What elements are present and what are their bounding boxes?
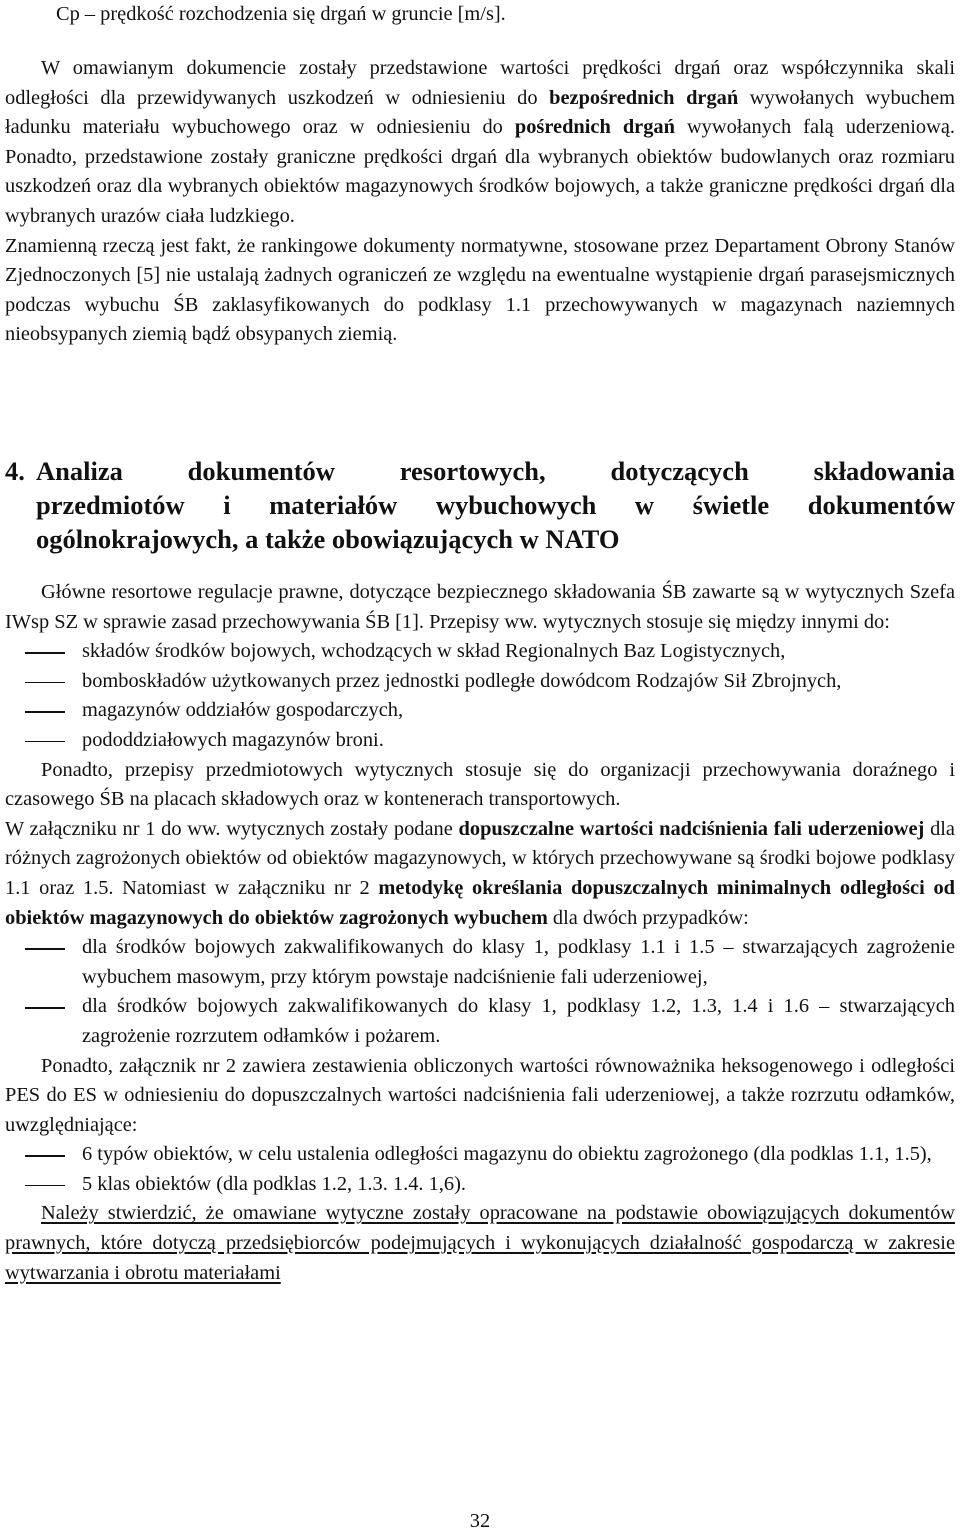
heading-number: 4. (5, 456, 25, 486)
list-item-text: bomboskładów użytkowanych przez jednostki podległe dowódcom Rodzajów Sił Zbrojnych, (82, 669, 842, 692)
text-run: wywołanych wybuchem ładunku materiału wybuchowego oraz w odniesieniu do (5, 86, 956, 139)
list-item (5, 637, 955, 667)
paragraph-main-regulations: Główne resortowe regulacje prawne, dotyczące bezpiecznego składowania ŚB zawarte są w wytycznych Szefa IWsp SZ w sprawie zasad przechowywania ŚB [1]. Przepisy ww. wytycznych stosuje się między innymi do: (5, 581, 955, 633)
list-item (5, 1140, 955, 1170)
paragraph-dod-documents: Znamienną rzeczą jest fakt, że rankingowe dokumenty normatywne, stosowane przez Departament Obrony Stanów Zjednoczonych [5] nie ustalają żadnych ograniczeń ze względu na ewentualne wystąpienie drgań parasejsmicznych podczas wybuchu ŚB zaklasyfikowanych do podklasy 1.1 przechowywanych w magazynach naziemnych nieobsypanych ziemią bądź obsypanych ziemią. (5, 234, 955, 346)
list-two-cases (5, 933, 955, 1051)
section-text-regulations (5, 578, 955, 1288)
list-item (5, 696, 955, 726)
text-run: W omawianym dokumencie zostały przedstawione wartości prędkości drgań oraz współczynnika skali odległości dla przewidywanych uszkodzeń w odniesieniu do (5, 57, 955, 109)
section-text-vibrations (5, 54, 955, 350)
text-run: dla różnych zagrożonych obiektów od obiektów magazynowych, w których przechowywane są środki bojowe podklasy 1.1 oraz 1.5. Natomiast w załączniku nr 2 (5, 817, 955, 899)
list-item (5, 726, 955, 756)
heading-text: Analiza dokumentów resortowych, dotyczących składowania (36, 456, 955, 486)
list-item-text: pododdziałowych magazynów broni. (82, 728, 384, 751)
list-item (5, 992, 955, 1051)
text-run: dla dwóch przypadków: (547, 906, 749, 929)
formula-legend-line: Cp – prędkość rozchodzenia się drgań w gruncie [m/s]. (56, 3, 506, 25)
paragraph-temporary-storage: Ponadto, przepisy przedmiotowych wytycznych stosuje się do organizacji przechowywania doraźnego i czasowego ŚB na placach składowych oraz w kontenerach transportowych. (5, 758, 955, 811)
list-item-text: magazynów oddziałów gospodarczych, (82, 699, 404, 722)
list-applies-to (5, 637, 955, 755)
page-number: 32 (469, 1510, 491, 1532)
text-run: W załączniku nr 1 do ww. wytycznych zostały podane (5, 817, 459, 840)
bold-term-indirect-vibrations: pośrednich drgań (514, 116, 675, 139)
paragraph-conclusion-underlined: Należy stwierdzić, że omawiane wytyczne zostały opracowane na podstawie obowiązujących dokumentów prawnych, które dotyczą przedsiębiorców podejmujących i wykonujących działalność gospodarczą w zakresie wytwarzania i obrotu materiałami (5, 1202, 955, 1284)
paragraph-annex-2: Ponadto, załącznik nr 2 zawiera zestawienia obliczonych wartości równoważnika heksogenowego i odległości PES do ES w odniesieniu do dopuszczalnych wartości nadciśnienia fali uderzeniowej, a także rozrzutu odłamków, uwzględniające: (5, 1054, 955, 1136)
list-item-text: dla środków bojowych zakwalifikowanych do klasy 1, podklasy 1.2, 1.3, 1.4 i 1.6 – stwarzających zagrożenie rozrzutem odłamków i pożarem. (82, 995, 955, 1047)
list-item-text: dla środków bojowych zakwalifikowanych do klasy 1, podklasy 1.1 i 1.5 – stwarzających zagrożenie wybuchem masowym, przy którym powstaje nadciśnienie fali uderzeniowej, (82, 936, 955, 988)
list-item (5, 667, 955, 697)
bold-term-methodology: metodykę określania dopuszczalnych minimalnych odległości od obiektów magazynowych do obiektów zagrożonych wybuchem (5, 876, 955, 929)
heading-line-3: ogólnokrajowych, a także obowiązujących w NATO (36, 524, 620, 554)
list-object-types (5, 1140, 955, 1199)
list-item (5, 933, 955, 992)
bold-term-direct-vibrations: bezpośrednich drgań (549, 86, 739, 109)
heading-line-1 (5, 454, 955, 488)
text-run: wywołanych falą uderzeniową. Ponadto, przedstawione zostały graniczne prędkości drgań dla wybranych obiektów budowlanych oraz rozmiaru uszkodzeń oraz dla wybranych obiektów magazynowych środków bojowych, a także graniczne prędkości drgań dla wybranych urazów ciała ludzkiego. (5, 116, 955, 227)
list-item-text: składów środków bojowych, wchodzących w skład Regionalnych Baz Logistycznych, (82, 640, 786, 663)
section-heading (5, 454, 955, 556)
paragraph-annex-1 (5, 815, 955, 933)
list-item (5, 1170, 955, 1200)
paragraph-vibration-values (5, 54, 955, 232)
bold-term-overpressure: dopuszczalne wartości nadciśnienia fali uderzeniowej (458, 817, 925, 840)
heading-line-2: przedmiotów i materiałów wybuchowych w świetle dokumentów (36, 490, 955, 520)
list-item-text: 5 klas obiektów (dla podklas 1.2, 1.3. 1.4. 1,6). (82, 1172, 466, 1195)
list-item-text: 6 typów obiektów, w celu ustalenia odległości magazynu do obiektu zagrożonego (dla podklas 1.1, 1.5), (82, 1143, 932, 1166)
